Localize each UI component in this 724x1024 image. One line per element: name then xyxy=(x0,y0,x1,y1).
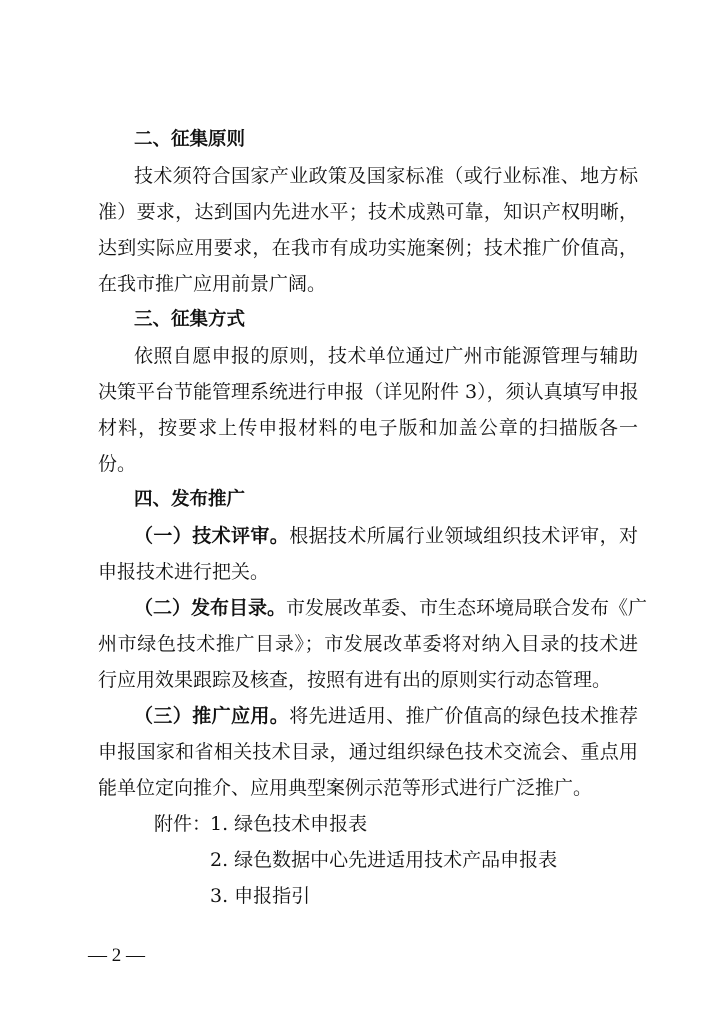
paragraph-line: 申报技术进行把关。 xyxy=(98,561,270,583)
paragraph-line: 行应用效果跟踪及核查，按照有进有出的原则实行动态管理。 xyxy=(98,669,612,691)
section-heading-promotion: 四、发布推广 xyxy=(134,489,246,510)
subheading-review: （一）技术评审。 xyxy=(134,525,290,547)
paragraph-line: 技术须符合国家产业政策及国家标准（或行业标准、地方标 xyxy=(134,165,638,187)
paragraph-line: 准）要求，达到国内先进水平；技术成熟可靠，知识产权明晰， xyxy=(98,201,638,223)
paragraph-line xyxy=(134,596,648,620)
subheading-catalog: （二）发布目录。 xyxy=(134,597,287,619)
paragraph-line: 材料，按要求上传申报材料的电子版和加盖公章的扫描版各一 xyxy=(98,417,638,439)
attachment-item: 1. 绿色技术申报表 xyxy=(210,813,368,835)
paragraph-line: 依照自愿申报的原则，技术单位通过广州市能源管理与辅助 xyxy=(134,345,638,367)
paragraph-line: 申报国家和省相关技术目录，通过组织绿色技术交流会、重点用 xyxy=(98,741,638,763)
paragraph-line: 在我市推广应用前景广阔。 xyxy=(98,273,327,295)
paragraph-text: 市发展改革委、市生态环境局联合发布《广 xyxy=(286,597,648,619)
page-number: — 2 — xyxy=(88,945,145,966)
paragraph-line xyxy=(134,524,638,548)
paragraph-text: 将先进适用、推广价值高的绿色技术推荐 xyxy=(289,705,638,727)
paragraph-line: 决策平台节能管理系统进行申报（详见附件 3），须认真填写申报 xyxy=(98,381,639,403)
attachment-item: 2. 绿色数据中心先进适用技术产品申报表 xyxy=(210,849,558,871)
paragraph-line: 份。 xyxy=(98,453,137,475)
paragraph-line: 达到实际应用要求，在我市有成功实施案例；技术推广价值高， xyxy=(98,237,638,259)
paragraph-line: 能单位定向推介、应用典型案例示范等形式进行广泛推广。 xyxy=(98,777,593,799)
paragraph-line xyxy=(134,704,638,728)
paragraph-line: 州市绿色技术推广目录》；市发展改革委将对纳入目录的技术进 xyxy=(98,633,638,655)
paragraph-text: 根据技术所属行业领域组织技术评审，对 xyxy=(289,525,638,547)
attachment-item: 3. 申报指引 xyxy=(210,885,311,907)
attachments-label: 附件： xyxy=(154,813,212,835)
section-heading-principles: 二、征集原则 xyxy=(134,129,246,150)
subheading-application: （三）推广应用。 xyxy=(134,705,290,727)
section-heading-method: 三、征集方式 xyxy=(134,309,246,330)
